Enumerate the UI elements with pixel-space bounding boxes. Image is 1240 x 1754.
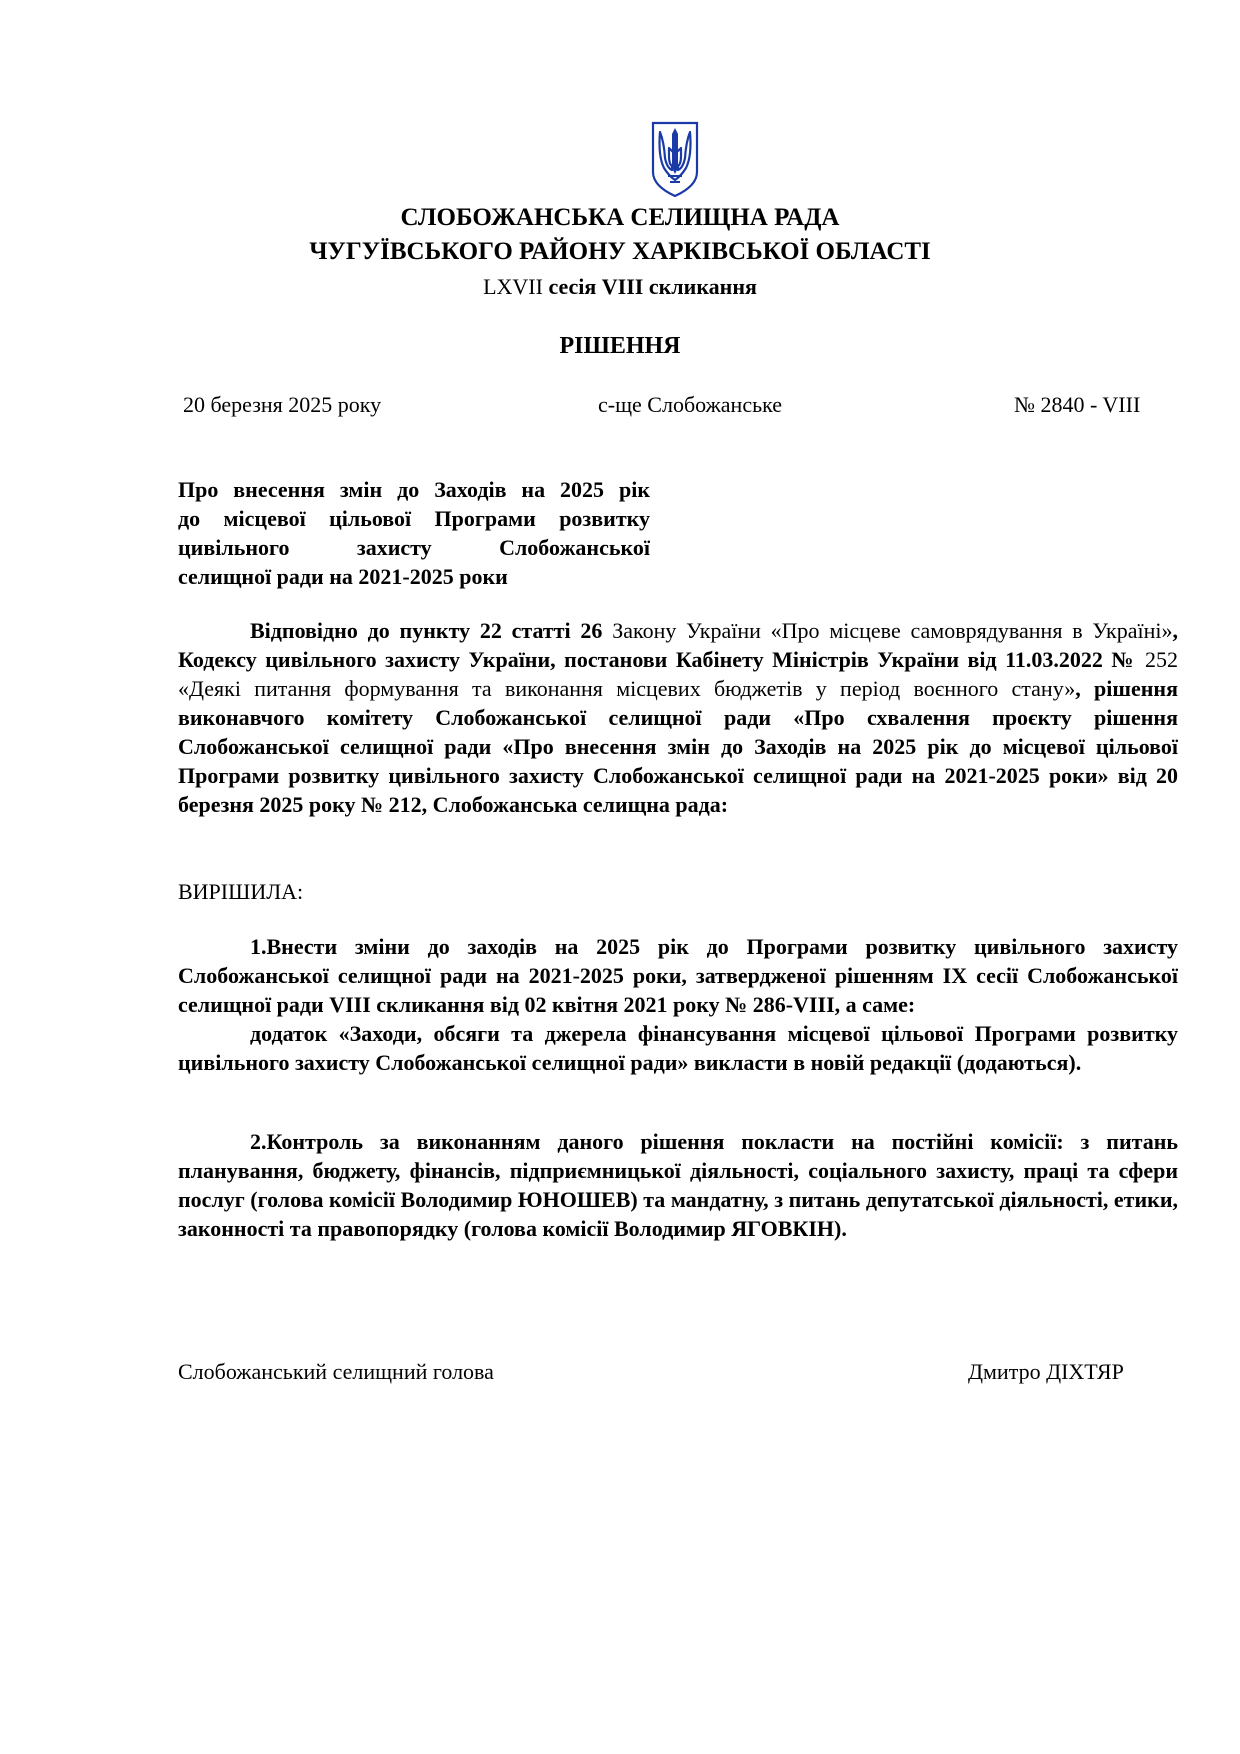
subject-line: Про внесення змін до Заходів на 2025 рік [178,477,650,502]
district-name: ЧУГУЇВСЬКОГО РАЙОНУ ХАРКІВСЬКОЇ ОБЛАСТІ [309,238,931,265]
item-1-text: 1.Внести зміни до заходів на 2025 рік до Програми розвитку цивільного захисту Слобожанської селищної ради на 2021-2025 роки, затвердженої рішенням IX сесії Слобожанської селищної ради VIII скликання від 02 квітня 2021 року № 286-VIII, а саме: [178,934,1178,1017]
session-number: LXVII [483,274,543,299]
decision-number: № 2840 - VIII [1014,392,1141,417]
item-1-subtext: додаток «Заходи, обсяги та джерела фінансування місцевої цільової Програми розвитку цивільного захисту Слобожанської селищної ради» викласти в новій редакції (додаються). [178,1021,1178,1075]
subject-line: до місцевої цільової Програми розвитку [178,506,650,531]
session-convocation: сесія VIII скликання [548,274,757,299]
decision-place: с-ще Слобожанське [598,392,783,417]
subject-line: селищної ради на 2021-2025 роки [178,564,508,589]
subject-line: цивільного захисту Слобожанської [178,535,650,560]
decision-item-1 [178,932,1178,1077]
basis-resolution-title: 252 «Деякі питання формування та виконання місцевих бюджетів у період воєнного стану» [178,647,1179,701]
basis-resolution: , постанови Кабінету Міністрів України від 11.03.2022 № [550,647,1137,672]
decision-item-2 [178,1127,1178,1243]
basis-law: Закону України «Про місцеве самоврядування в Україні» [602,618,1173,643]
session-line [0,272,1240,302]
council-name: СЛОБОЖАНСЬКА СЕЛИЩНА РАДА [400,204,840,231]
decision-subject [178,475,650,591]
decision-date: 20 березня 2025 року [183,392,382,417]
signatory-title: Слобожанський селищний голова [178,1359,494,1384]
document-type-title: РІШЕННЯ [559,333,681,359]
basis-committee-decision: , рішення виконавчого комітету Слобожанської селищної ради «Про схвалення проєкту рішення Слобожанської селищної ради «Про внесення змін до Заходів на 2025 рік до місцевої цільової Програми розвитку цивільного захисту Слобожанської селищної ради на 2021-2025 роки» від 20 березня 2025 року № 212, Слобожанська селищна рада: [178,676,1178,817]
legal-basis-paragraph [178,616,1178,819]
trident-coat-of-arms-icon [648,120,702,198]
resolved-heading: ВИРІШИЛА: [178,879,304,904]
basis-code: , Кодексу цивільного захисту України [178,618,1178,672]
basis-article: Відповідно до пункту 22 статті 26 [250,618,603,643]
signatory-name: Дмитро ДІХТЯР [968,1359,1124,1384]
item-2-text: 2.Контроль за виконанням даного рішення покласти на постійні комісії: з питань планування, бюджету, фінансів, підприємницької діяльності, соціального захисту, праці та сфери послуг (голова комісії Володимир ЮНОШЕВ) та мандатну, з питань депутатської діяльності, етики, законності та правопорядку (голова комісії Володимир ЯГОВКІН). [178,1129,1178,1241]
